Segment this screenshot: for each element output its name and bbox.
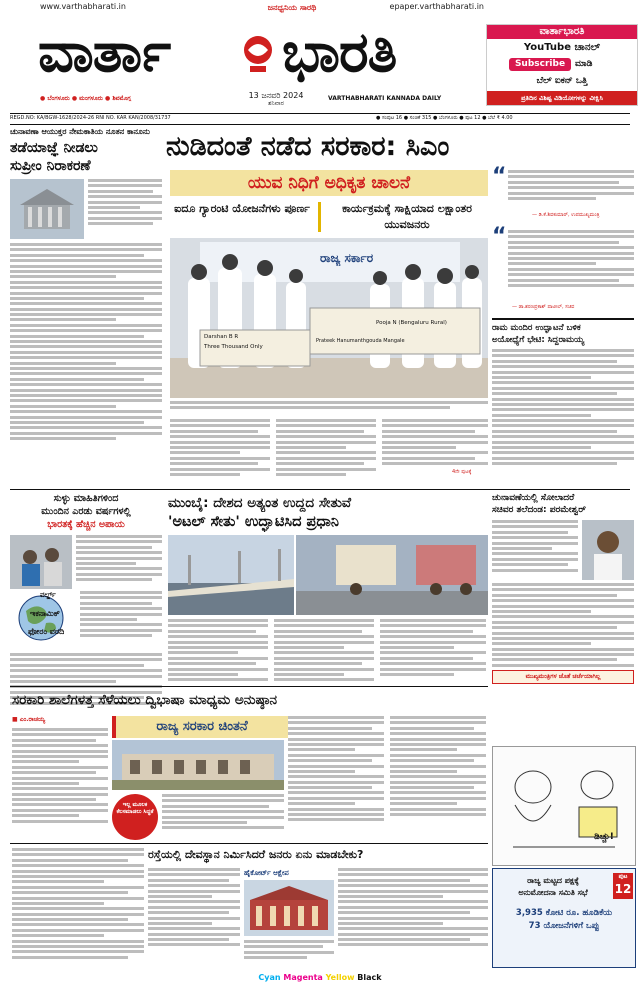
left-top-story [10, 127, 162, 479]
youtube-ad-line1: ವಾರ್ತಾಭಾರತಿ [539, 26, 585, 37]
schools-headline: ಸರಕಾರಿ ಶಾಲೆಗಳತ್ತ ಸೆಳೆಯಲು ದ್ವಿಭಾಷಾ ಮಾಧ್ಯಮ ಅನುಷ್ಠಾನ [12, 692, 278, 708]
lead-story-body-col2 [276, 419, 376, 479]
atal-body-col3 [380, 619, 486, 685]
left-story-text-top [88, 179, 162, 239]
masthead-title-left: ವಾರ್ತಾ [38, 20, 171, 85]
cheque-name-2: Pooja N (Bengaluru Rural) [376, 320, 447, 326]
english-name: VARTHABHARATI KANNADA DAILY [328, 95, 442, 102]
masthead-logo-emblem [238, 30, 278, 78]
schools-body-col1 [12, 728, 108, 838]
tagline: ಜನಧ್ವನಿಯ ಸಾರಥಿ [267, 3, 317, 12]
schools-body-col3 [288, 716, 384, 840]
wef-label-2: ಇಕನಾಮಿಕ್ [30, 609, 60, 618]
bottom-center-col2 [244, 940, 334, 968]
wef-headline-2: ಮುಂದಿನ ಎರಡು ವರ್ಷಗಳಲ್ಲಿ [41, 506, 131, 517]
cartoon-drawing [493, 747, 635, 865]
schools-banner-text: ರಾಜ್ಯ ಸರಕಾರ ಚಿಂತನೆ [156, 719, 248, 734]
teaser-page-label: ಪುಟ [618, 873, 628, 880]
parameshwar-headline-1: ಚುನಾವಣೆಯಲ್ಲಿ ಸೋಲಾದರೆ [492, 493, 575, 503]
wef-photo [10, 535, 72, 589]
cartoon-bubble: ಡಿಚ್ಚು! [594, 832, 614, 842]
bottom-center-headline: ರಸ್ತೆಯಲ್ಲಿ ದೇವಸ್ಥಾನ ನಿರ್ಮಿಸಿದರೆ ಜನರು ಏನು ಮಾಡಬೇಕು? [148, 848, 364, 861]
wef-label-3: ಫೋರಂ ವರದಿ [28, 627, 65, 636]
middle-band-rule [10, 489, 630, 490]
atal-headline-1: ಮುಂಬೈ: ದೇಶದ ಅತ್ಯಂತ ಉದ್ದದ ಸೇತುವೆ [168, 495, 352, 511]
lead-subhead-right: ಕಾರ್ಯಕ್ರಮಕ್ಕೆ ಸಾಕ್ಷಿಯಾದ ಲಕ್ಷಾಂತರ ಯುವಜನರು [342, 202, 472, 231]
subscribe-button[interactable] [509, 58, 571, 71]
wef-headline-3: ಭಾರತಕ್ಕೆ ಹೆಚ್ಚಿನ ಅಪಾಯ [47, 519, 125, 530]
quote-2-author: — ಡಾ.ಶರಣಪ್ರಕಾಶ್ ಪಾಟೀಲ್, ಸಚಿವ [512, 304, 575, 310]
lead-subhead-divider [318, 202, 321, 232]
left-story-headline-2: ಸುಪ್ರೀಂ ನಿರಾಕರಣೆ [10, 158, 91, 174]
ram-temple-box [492, 318, 634, 490]
ram-temple-headline-2: ಅಯೋಧ್ಯೆಗೆ ಭೇಟಿ: ಸಿದ್ದರಾಮಯ್ಯ [492, 335, 585, 345]
youtube-ad[interactable] [486, 24, 638, 106]
teaser-line-4: 73 ಯೋಜನೆಗಳಿಗೆ ಒಪ್ಪು [528, 921, 600, 931]
bottom-center-subhead: ಹೈಕೋರ್ಟ್ ಆಕ್ಷೇಪ [244, 869, 289, 877]
lead-subhead-left: ಐದೂ ಗ್ಯಾರಂಟಿ ಯೋಜನೆಗಳು ಪೂರ್ಣ [174, 202, 310, 215]
quote-2 [492, 228, 634, 314]
bottom-center-col1 [148, 868, 240, 968]
lead-photo-caption [170, 401, 488, 415]
lead-story-body-col3 [382, 419, 488, 469]
ram-temple-headline-1: ರಾಮ ಮಂದಿರ ಉದ್ಘಾಟನೆ ಬಳಿಕ [492, 323, 581, 333]
parameshwar-headline-2: ಸಚಿವರ ತಲೆದಂಡ: ಪರಮೇಶ್ವರ್ [492, 505, 586, 515]
registration-line: REGD.NO: KA/BGW-1628/2024-26 RNI NO. KAR KAN/2008/31737 [10, 115, 171, 121]
schools-rule [10, 686, 488, 687]
quote-1 [492, 168, 634, 224]
issue-day: ಶನಿವಾರ [268, 100, 284, 107]
court-building-icon [10, 179, 84, 239]
lead-continued[interactable]: 4ನೇ ಪುಟಕ್ಕೆ [452, 469, 472, 475]
editions: ● ಬೆಂಗಳೂರು ● ಮಂಗಳೂರು ● ಶಿವಮೊಗ್ಗ [40, 95, 131, 102]
wef-headline-1: ಸುಳ್ಳು ಮಾಹಿತಿಗಳಿಂದ [53, 493, 119, 504]
color-registration-strip [220, 972, 420, 984]
cartoon [492, 746, 636, 866]
schools-badge-text: ಇಲ್ಲ ಮೂಲಕ ಕೆಲಸಮಾಡಲು ಸಿದ್ಧತೆ [116, 802, 154, 815]
masthead-title-right: ಭಾರತಿ [282, 20, 397, 85]
page-teaser[interactable] [492, 868, 636, 968]
youtube-ad-header [487, 25, 637, 39]
schools-byline: ■ ಎಂ.ರಾಚಯ್ಯ [12, 716, 46, 723]
youtube-ad-line4: ಬೆಲ್ ಐಕನ್ ಒತ್ತಿ [536, 76, 588, 86]
atal-body-col2 [274, 619, 374, 685]
wef-story [10, 492, 162, 686]
cheque-name-1: Darshan B R [204, 334, 239, 340]
atal-body-col1 [168, 619, 268, 685]
youtube-ad-footer [487, 91, 637, 105]
masthead [0, 0, 640, 140]
left-story-body [10, 243, 162, 440]
volume-line: ● ಸಂಪುಟ 16 ● ಸಂಚಿಕೆ 315 ● ಬೆಂಗಳೂರು ● ಪುಟ 12 ● ಬೆಲೆ ₹ 4.00 [376, 115, 513, 121]
youtube-ad-line2: YouTube ಚಾನಲ್ [523, 42, 601, 53]
youtube-ad-footer-text: ಪ್ರತಿದಿನ ವಿಶಿಷ್ಟ ವಿಡಿಯೋಗಳನ್ನು ವೀಕ್ಷಿಸಿ [521, 94, 603, 102]
youtube-ad-line3: ಮಾಡಿ [575, 59, 593, 69]
left-story-headline-1: ತಡೆಯಾಜ್ಞೆ ನೀಡಲು [10, 140, 98, 156]
subscribe-label: Subscribe [514, 59, 566, 69]
quote-open-icon-2: “ [492, 226, 507, 248]
bridge-photo [168, 535, 294, 615]
supreme-court-photo [10, 179, 84, 239]
inauguration-photo [296, 535, 488, 615]
photo-banner-text: ರಾಜ್ಯ ಸರ್ಕಾರ [320, 251, 374, 265]
parameshwar-photo [582, 520, 634, 580]
lead-headline: ನುಡಿದಂತೆ ನಡೆದ ಸರಕಾರ: ಸಿಎಂ [166, 131, 450, 162]
parameshwar-box-title: ಮುಖ್ಯಮಂತ್ರಿಗಳ ಜೊತೆ ಚರ್ಚೆಯಾಗಿಲ್ಲ [525, 672, 601, 680]
cheque-name-3: Prateek Hanumanthgouda Mangale [316, 338, 405, 344]
masthead-rule [10, 113, 630, 114]
quote-1-author: — ಡಿ.ಕೆ.ಶಿವಕುಮಾರ್, ಉಪಮುಖ್ಯಮಂತ್ರಿ [532, 212, 600, 218]
lead-banner-text: ಯುವ ನಿಧಿಗೆ ಅಧಿಕೃತ ಚಾಲನೆ [247, 173, 411, 193]
yellow-label: Yellow [325, 973, 355, 982]
quote-open-icon: “ [492, 166, 507, 188]
issue-date: 13 ಜನವರಿ 2024 [248, 91, 304, 100]
lead-story-body-col1 [170, 419, 270, 479]
lead-photo [170, 238, 488, 398]
bottom-left-body [12, 848, 144, 968]
teaser-line-2: ಅನುಮೋದನಾ ಸಮಿತಿ ಸಭೆ [518, 888, 588, 897]
schools-body-col2 [162, 794, 284, 838]
lead-banner [170, 170, 488, 196]
teaser-page-number: 12 [614, 882, 632, 896]
bottom-rule [10, 843, 488, 844]
bottom-center-col3 [338, 868, 488, 968]
epaper-url[interactable]: epaper.varthabharati.in [389, 2, 484, 11]
black-label: Black [357, 973, 382, 982]
teaser-line-3: 3,935 ಕೋಟಿ ರೂ. ಹೂಡಿಕೆಯ [515, 908, 613, 918]
magenta-label: Magenta [283, 973, 323, 982]
cyan-label: Cyan [258, 973, 281, 982]
school-photo [112, 740, 284, 790]
atal-headline-2: 'ಅಟಲ್ ಸೇತು' ಉದ್ಘಾಟಿಸಿದ ಪ್ರಧಾನಿ [168, 514, 339, 530]
parameshwar-story [492, 492, 634, 742]
schools-badge [112, 794, 158, 840]
teaser-page-badge [613, 873, 633, 899]
schools-banner [112, 716, 288, 738]
high-court-photo [244, 880, 334, 936]
wef-label-1: ವರ್ಲ್ಡ್ [40, 591, 56, 599]
parameshwar-boxout [492, 670, 634, 684]
teaser-line-1: ರಾಜ್ಯ ಮಟ್ಟದ ಪಕ್ಷಕ್ಕೆ [527, 876, 579, 885]
masthead-rule-bottom [10, 124, 630, 125]
left-story-kicker: ಚುನಾವಣಾ ಆಯುಕ್ತರ ನೇಮಕಾತಿಯ ನೂತನ ಕಾನೂನು [10, 127, 150, 136]
schools-body-col4 [390, 716, 486, 840]
site-url[interactable]: www.varthabharati.in [40, 2, 126, 11]
cheque-amount: Three Thousand Only [204, 344, 263, 350]
